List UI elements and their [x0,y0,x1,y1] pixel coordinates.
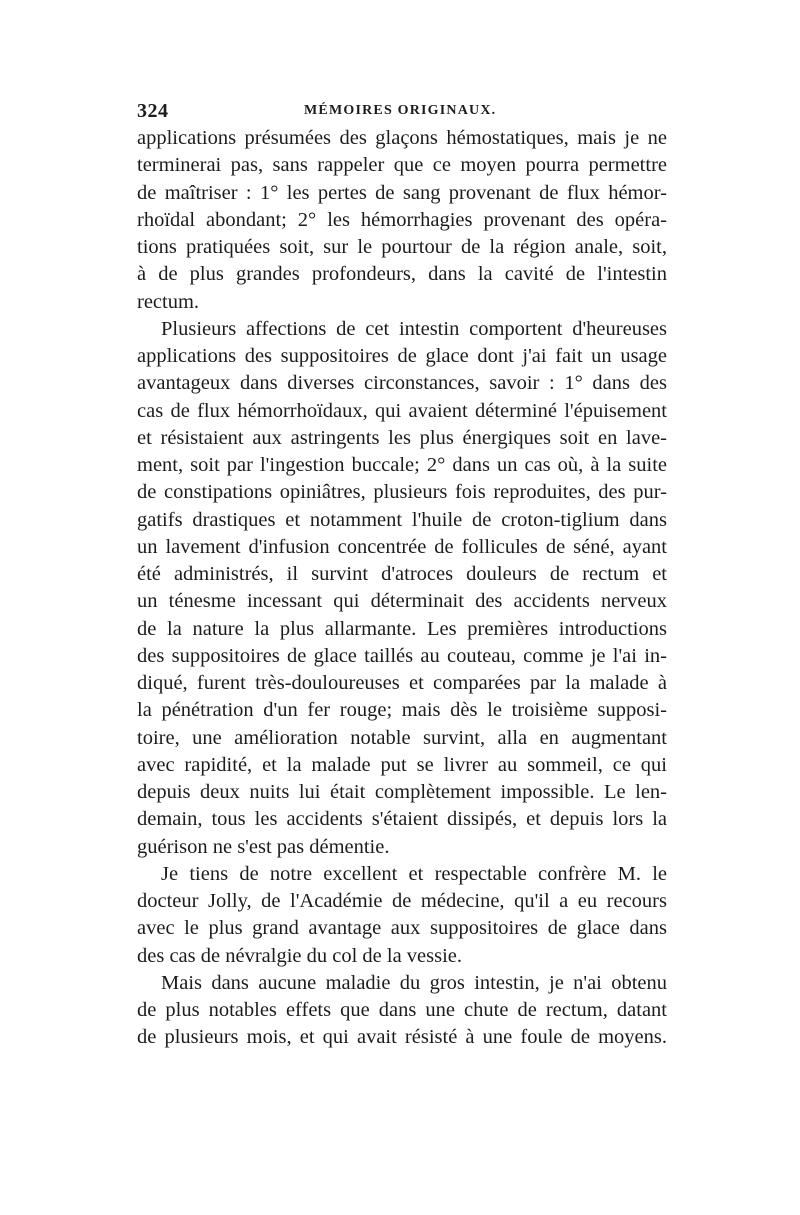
running-title: MÉMOIRES ORIGINAUX. [304,103,497,118]
text-line: de la nature la plus allarmante. Les premières introductions [137,617,667,640]
page-number: 324 [137,100,169,122]
text-line: des suppositoires de glace taillés au couteau, comme je l'ai in- [137,644,667,667]
text-line: de plus notables effets que dans une chute de rectum, datant [137,999,667,1021]
text-line: de plusieurs mois, et qui avait résisté à une foule de moyens. [137,1026,667,1049]
text-line: cas de flux hémorrhoïdaux, qui avaient déterminé l'épuisement [137,399,667,422]
text-line: ment, soit par l'ingestion buccale; 2° dans un cas où, à la suite [137,454,667,476]
text-line: applications des suppositoires de glace dont j'ai fait un usage [137,345,667,367]
text-line: diqué, furent très-douloureuses et comparées par la malade à [137,672,667,694]
text-line: tions pratiquées soit, sur le pourtour de la région anale, soit, [137,236,667,258]
text-line: de maîtriser : 1° les pertes de sang provenant de flux hémor- [137,181,667,204]
text-line: terminerai pas, sans rappeler que ce moyen pourra permettre [137,154,667,177]
text-line: Plusieurs affections de cet intestin comportent d'heureuses [161,317,667,340]
paragraph-2 [137,316,667,861]
text-line: demain, tous les accidents s'étaient dissipés, et depuis lors la [137,808,667,831]
paragraph-4 [137,970,667,1052]
paragraph-1 [137,125,667,316]
text-line: docteur Jolly, de l'Académie de médecine, qu'il a eu recours [137,890,667,912]
text-line: avec rapidité, et la malade put se livrer au sommeil, ce qui [137,753,667,776]
paragraph-3 [137,861,667,970]
text-line: toire, une amélioration notable survint, alla en augmentant [137,726,667,749]
text-line: rhoïdal abondant; 2° les hémorrhagies provenant des opéra- [137,208,667,231]
body-text [137,125,667,1052]
text-line: de constipations opiniâtres, plusieurs fois reproduites, des pur- [137,481,667,504]
text-line: depuis deux nuits lui était complètement impossible. Le len- [137,781,667,803]
text-line: applications présumées des glaçons hémostatiques, mais je ne [137,127,667,149]
text-line: un ténesme incessant qui déterminait des accidents nerveux [137,590,667,613]
page-header [137,100,667,126]
text-line: gatifs drastiques et notamment l'huile de croton-tiglium dans [137,508,667,531]
text-line: avantageux dans diverses circonstances, savoir : 1° dans des [137,372,667,395]
text-line: Mais dans aucune maladie du gros intestin, je n'ai obtenu [161,971,667,994]
text-line: guérison ne s'est pas démentie. [137,835,390,858]
text-line: Je tiens de notre excellent et respectable confrère M. le [161,862,667,885]
text-line: à de plus grandes profondeurs, dans la cavité de l'intestin [137,263,667,286]
text-line: un lavement d'infusion concentrée de follicules de séné, ayant [137,535,667,558]
text-line: rectum. [137,290,200,313]
text-line: été administrés, il survint d'atroces douleurs de rectum et [137,563,667,585]
text-line: avec le plus grand avantage aux suppositoires de glace dans [137,917,667,940]
text-line: la pénétration d'un fer rouge; mais dès le troisième supposi- [137,699,667,722]
text-line: et résistaient aux astringents les plus énergiques soit en lave- [137,426,667,449]
text-line: des cas de névralgie du col de la vessie. [137,944,463,967]
